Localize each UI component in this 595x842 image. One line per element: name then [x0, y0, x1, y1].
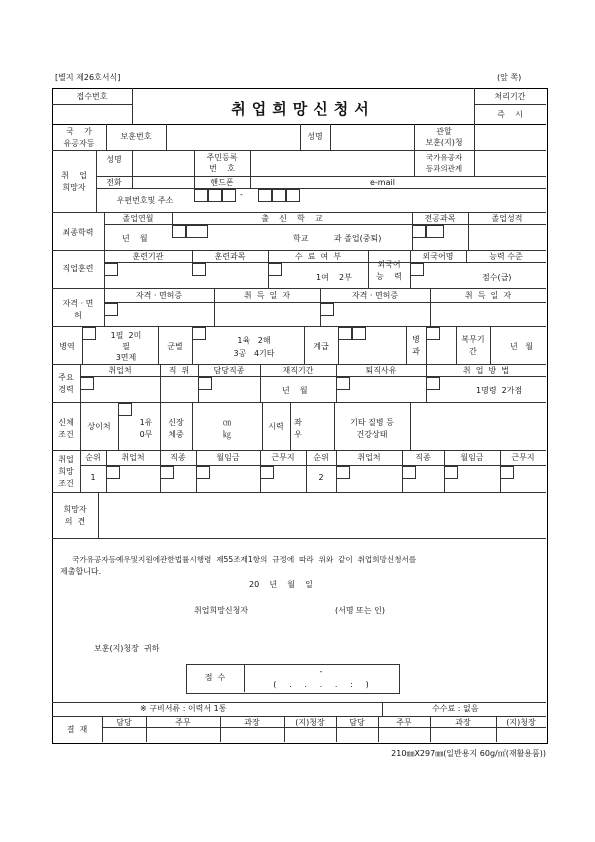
score-label: 점 수 — [204, 673, 226, 682]
wish-wage2-box[interactable] — [444, 466, 458, 479]
wish-wage2-label: 월임금 — [460, 453, 484, 462]
address-dash: - — [240, 190, 243, 199]
branch-value: 1육 2해 3공 4기타 — [233, 336, 275, 358]
office-label: 관할 보훈(지)청 — [425, 127, 463, 147]
level-label: 능력 수준 — [489, 252, 523, 261]
license1-box[interactable] — [104, 303, 118, 316]
page-title: 취업희망신청서 — [231, 100, 375, 118]
license1-label: 자격 · 면허증 — [135, 291, 183, 300]
wish-rank1-label: 순위 — [85, 453, 101, 462]
service-value: 1필 2미 필 3면제 — [110, 331, 142, 362]
period-value: 년 월 — [510, 342, 534, 351]
course-box-1[interactable] — [192, 263, 206, 276]
career-reason-label: 퇴직사유 — [365, 366, 397, 375]
address-label: 우편번호및 주소 — [116, 196, 174, 205]
wish-job2-label: 직종 — [415, 453, 431, 462]
applicant-name-label: 성명 — [106, 155, 122, 164]
applicant-label: 취 업 희망자 — [61, 171, 87, 192]
school-value: 학교 과 졸업(중퇴) — [293, 234, 382, 243]
education-label: 최종학력 — [62, 228, 94, 237]
branch-label: 군별 — [167, 342, 183, 351]
disability-label: 상이처 — [87, 422, 111, 431]
grades-label: 졸업성적 — [491, 214, 523, 223]
name-label: 성명 — [307, 132, 323, 141]
career-duty-label: 담당직종 — [213, 366, 245, 375]
period-label: 복무기 간 — [461, 335, 485, 356]
wish-job2-box[interactable] — [402, 466, 416, 479]
wish-company1-label: 취업처 — [121, 453, 145, 462]
score-dash: - — [319, 667, 323, 676]
approval-col-7: 과장 — [455, 718, 471, 727]
major-box-2[interactable] — [426, 225, 444, 238]
approval-col-8: (지)청장 — [506, 718, 536, 727]
approval-col-1: 담당 — [116, 718, 132, 727]
email-label: e-mail — [370, 178, 395, 187]
sign-hint: (서명 또는 인) — [335, 606, 385, 615]
institute-label: 훈련기관 — [132, 252, 164, 261]
career-company-box[interactable] — [80, 377, 94, 390]
completion-box[interactable] — [268, 263, 282, 276]
completion-label: 수 료 여 부 — [294, 252, 342, 261]
wish-label: 취업 희망 조건 — [58, 455, 74, 488]
wish-company2-label: 취업처 — [357, 453, 381, 462]
branch-box[interactable] — [192, 327, 206, 340]
license2-label: 자격 · 면허증 — [351, 291, 399, 300]
license2-box[interactable] — [320, 303, 334, 316]
physical-label: 신체 조건 — [58, 418, 74, 439]
course-label: 훈련과목 — [214, 252, 246, 261]
career-company-label: 취업처 — [108, 366, 132, 375]
wish-wage1-label: 월임금 — [216, 453, 240, 462]
disability-box[interactable] — [118, 403, 132, 416]
language-label: 외국어명 — [422, 252, 454, 261]
zip-box-1[interactable] — [194, 189, 208, 202]
disability-class: 1유 0무 — [139, 418, 153, 439]
wish-place2-box[interactable] — [500, 466, 514, 479]
rank-box-2[interactable] — [352, 327, 366, 340]
rank-label: 계급 — [313, 342, 329, 351]
wish-place1-label: 근무지 — [271, 453, 295, 462]
completion-value: 1여 2부 — [316, 273, 352, 282]
height-weight-label: 신장 체중 — [168, 418, 184, 439]
career-position-label: 직 위 — [168, 366, 190, 375]
protection-no-label: 보훈번호 — [120, 132, 152, 141]
major-box-1[interactable] — [412, 225, 426, 238]
wish-rank2-value: 2 — [318, 473, 324, 482]
health-label: 기타 질병 등 건강상태 — [350, 418, 394, 439]
career-method-value: 1명령 2가점 — [476, 386, 523, 395]
fee-note: 수수료 : 없음 — [432, 704, 479, 713]
major-label: 전공과목 — [424, 214, 456, 223]
career-tenure-value: 년 월 — [282, 386, 308, 395]
declaration-date: 20 년 월 일 — [249, 580, 313, 589]
grad-date-label: 졸업연월 — [122, 214, 154, 223]
form-number: [별지 제26호서식] — [55, 73, 121, 82]
score-paren: ( . . . . : ) — [273, 680, 369, 689]
signer-label: 취업희망신청자 — [194, 606, 249, 615]
declaration-line1: 국가유공자등예우및지원에관한법률시행령 제55조제1항의 규정에 따라 위와 같이 취업희망신청서를 — [72, 555, 417, 564]
rank-box-1[interactable] — [338, 327, 352, 340]
wish-job1-label: 직종 — [170, 453, 186, 462]
career-reason-box[interactable] — [336, 377, 350, 390]
recipient: 보훈(지)청장 귀하 — [94, 644, 160, 653]
school-label: 출 신 학 교 — [261, 214, 323, 223]
specialty-label: 병 과 — [412, 335, 420, 356]
date1-label: 취 득 일 자 — [243, 291, 291, 300]
paper-spec: 210㎜X297㎜(일반용지 60g/㎡(재활용품)) — [391, 749, 546, 758]
school-type-box-2[interactable] — [186, 225, 208, 238]
approval-col-3: 과장 — [244, 718, 260, 727]
approval-col-4: (지)청장 — [295, 718, 325, 727]
relation-label: 국가유공자 등과의관계 — [425, 153, 463, 173]
veteran-label: 국 가 유공자등 — [63, 127, 95, 148]
opinion-label: 희망자 의 견 — [63, 505, 87, 526]
processing-period-value: 즉 시 — [497, 110, 523, 119]
school-type-box-1[interactable] — [172, 225, 186, 238]
wish-job1-box[interactable] — [160, 466, 174, 479]
wish-rank2-label: 순위 — [313, 453, 329, 462]
zip-box-6[interactable] — [286, 189, 300, 202]
military-label: 병역 — [59, 342, 75, 351]
wish-company1-box[interactable] — [106, 466, 120, 479]
score-grade: 점수(급) — [482, 273, 512, 282]
approval-col-6: 주무 — [396, 718, 412, 727]
zip-box-2[interactable] — [208, 189, 222, 202]
institute-box-1[interactable] — [104, 263, 118, 276]
wish-company2-box[interactable] — [336, 466, 350, 479]
career-method-box[interactable] — [426, 377, 440, 390]
approval-col-5: 담당 — [349, 718, 365, 727]
date2-label: 취 득 일 자 — [464, 291, 512, 300]
vision-sides: 좌 우 — [294, 418, 302, 439]
grad-year-month: 년 월 — [122, 234, 148, 243]
wish-place2-label: 근무지 — [511, 453, 535, 462]
language-box[interactable] — [410, 263, 424, 276]
zip-box-5[interactable] — [272, 189, 286, 202]
training-label: 직업훈련 — [62, 264, 94, 273]
career-duty-box[interactable] — [198, 377, 212, 390]
vision-label: 시력 — [268, 422, 284, 431]
declaration-line2: 제출합니다. — [60, 567, 102, 576]
page-side: (앞 쪽) — [497, 73, 522, 82]
approval-col-2: 주무 — [175, 718, 191, 727]
phone-label: 전화 — [106, 178, 122, 187]
rrn-label: 주민등록 번 호 — [206, 153, 238, 173]
zip-box-3[interactable] — [222, 189, 236, 202]
approval-label: 결 재 — [66, 725, 88, 734]
zip-box-4[interactable] — [258, 189, 272, 202]
attachments-note: ※ 구비서류 : 이력서 1통 — [140, 704, 227, 713]
wish-place1-box[interactable] — [260, 466, 274, 479]
foreign-label: 외국어 능 력 — [376, 260, 402, 281]
license-label: 자격 · 면 허 — [62, 299, 94, 320]
career-label: 주요 경력 — [58, 373, 74, 394]
specialty-box[interactable] — [426, 327, 440, 340]
wish-rank1-value: 1 — [90, 473, 96, 482]
career-method-label: 취 업 방 법 — [462, 366, 510, 375]
height-weight-units: ㎝ ㎏ — [223, 418, 231, 439]
mobile-label: 핸드폰 — [210, 178, 234, 187]
processing-period-label: 처리기간 — [494, 92, 526, 101]
career-tenure-label: 재직기간 — [282, 366, 314, 375]
receipt-number-label: 접수번호 — [76, 92, 108, 101]
service-box[interactable] — [82, 327, 96, 340]
wish-wage1-box[interactable] — [196, 466, 210, 479]
